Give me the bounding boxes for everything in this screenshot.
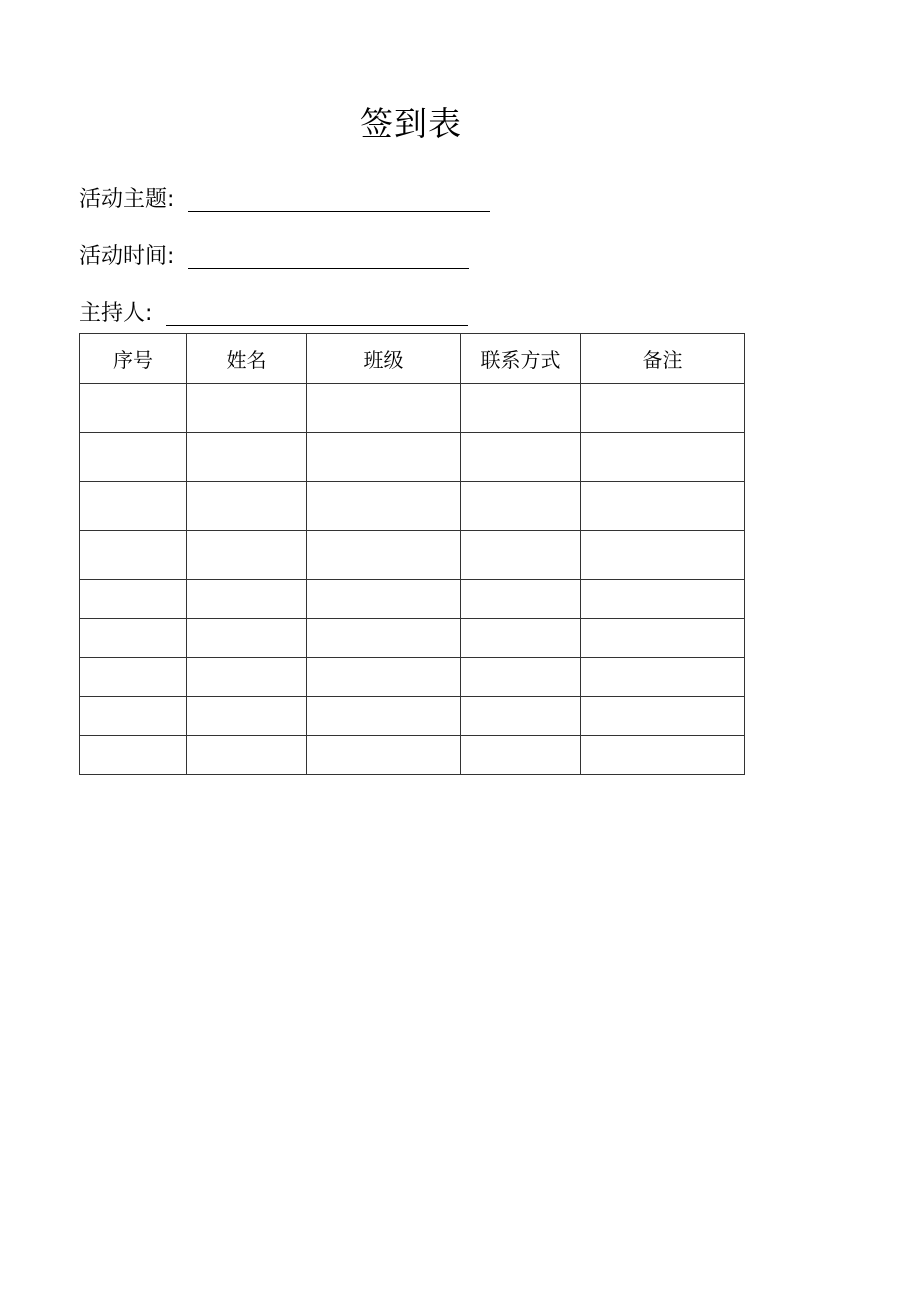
- table-cell[interactable]: [187, 482, 307, 531]
- table-cell[interactable]: [461, 482, 581, 531]
- host-field: [79, 298, 468, 328]
- table-cell[interactable]: [307, 531, 461, 580]
- table-cell[interactable]: [80, 482, 187, 531]
- table-cell[interactable]: [461, 580, 581, 619]
- table-cell[interactable]: [581, 736, 745, 775]
- table-row: [80, 580, 745, 619]
- table-cell[interactable]: [307, 697, 461, 736]
- header-name: 姓名: [187, 334, 307, 384]
- table-cell[interactable]: [307, 580, 461, 619]
- table-cell[interactable]: [80, 384, 187, 433]
- table-cell[interactable]: [581, 580, 745, 619]
- table-cell[interactable]: [581, 619, 745, 658]
- table-cell[interactable]: [187, 697, 307, 736]
- table-cell[interactable]: [307, 736, 461, 775]
- table-cell[interactable]: [187, 531, 307, 580]
- table-cell[interactable]: [581, 384, 745, 433]
- header-class: 班级: [307, 334, 461, 384]
- table-row: [80, 384, 745, 433]
- table-cell[interactable]: [461, 736, 581, 775]
- signin-table: [79, 333, 745, 775]
- table-cell[interactable]: [187, 658, 307, 697]
- table-cell[interactable]: [187, 580, 307, 619]
- table-cell[interactable]: [461, 384, 581, 433]
- table-cell[interactable]: [461, 697, 581, 736]
- table-cell[interactable]: [461, 619, 581, 658]
- table-header-row: [80, 334, 745, 384]
- table-cell[interactable]: [187, 433, 307, 482]
- table-row: [80, 619, 745, 658]
- table-cell[interactable]: [187, 619, 307, 658]
- table-cell[interactable]: [187, 736, 307, 775]
- table-cell[interactable]: [307, 658, 461, 697]
- activity-topic-label: 活动主题:: [79, 187, 175, 212]
- table-cell[interactable]: [581, 433, 745, 482]
- table-cell[interactable]: [307, 433, 461, 482]
- table-cell[interactable]: [307, 482, 461, 531]
- host-blank[interactable]: [166, 303, 468, 326]
- table-cell[interactable]: [80, 580, 187, 619]
- activity-topic-blank[interactable]: [188, 189, 490, 212]
- table-cell[interactable]: [581, 697, 745, 736]
- table-cell[interactable]: [581, 658, 745, 697]
- header-remarks: 备注: [581, 334, 745, 384]
- table-cell[interactable]: [461, 433, 581, 482]
- host-label: 主持人:: [79, 301, 153, 326]
- table-cell[interactable]: [461, 531, 581, 580]
- table-cell[interactable]: [80, 697, 187, 736]
- activity-topic-field: [79, 184, 490, 214]
- table-cell[interactable]: [187, 384, 307, 433]
- table-cell[interactable]: [581, 531, 745, 580]
- table-cell[interactable]: [80, 619, 187, 658]
- table-cell[interactable]: [461, 658, 581, 697]
- page-title: 签到表: [360, 104, 462, 143]
- activity-time-field: [79, 241, 469, 271]
- table-row: [80, 697, 745, 736]
- table-cell[interactable]: [80, 736, 187, 775]
- activity-time-label: 活动时间:: [79, 244, 175, 269]
- table-cell[interactable]: [307, 619, 461, 658]
- table-cell[interactable]: [307, 384, 461, 433]
- table-cell[interactable]: [80, 433, 187, 482]
- table-cell[interactable]: [80, 531, 187, 580]
- table-cell[interactable]: [80, 658, 187, 697]
- table-row: [80, 433, 745, 482]
- table-row: [80, 531, 745, 580]
- table-row: [80, 482, 745, 531]
- header-contact: 联系方式: [461, 334, 581, 384]
- header-serial-number: 序号: [80, 334, 187, 384]
- table-row: [80, 736, 745, 775]
- table-cell[interactable]: [581, 482, 745, 531]
- table-row: [80, 658, 745, 697]
- activity-time-blank[interactable]: [188, 246, 469, 269]
